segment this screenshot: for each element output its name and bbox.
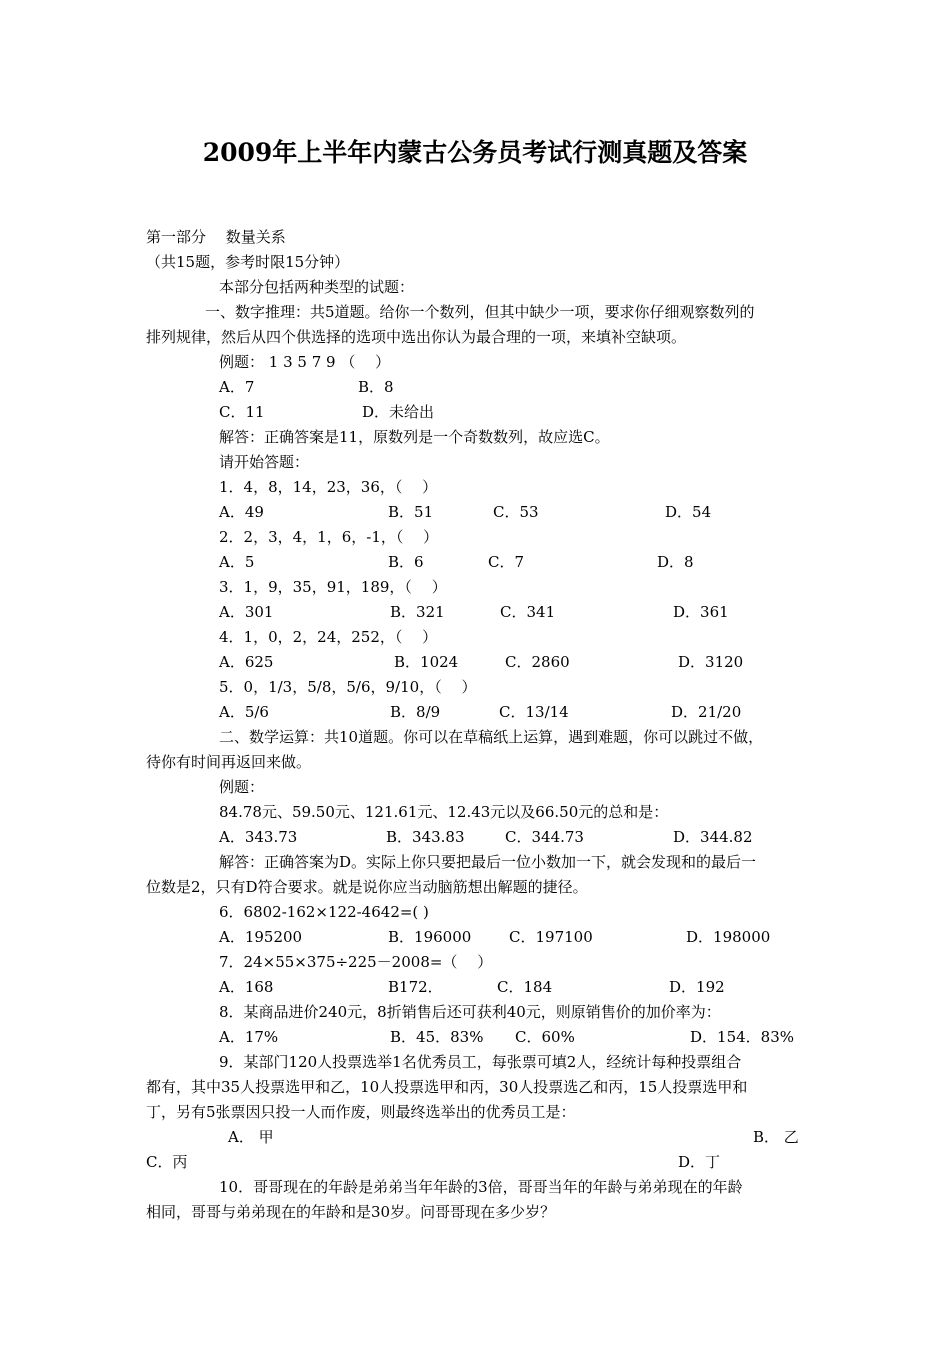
question-stem: 2．2，3，4，1，6，-1，（ ）	[219, 528, 439, 546]
page-title: 2009年上半年内蒙古公务员考试行测真题及答案	[202, 138, 748, 167]
question-option: C．丙	[146, 1153, 188, 1171]
question-option: D．3120	[678, 653, 744, 671]
question-option: A．5	[219, 553, 255, 571]
question-stem-line: 10．哥哥现在的年龄是弟弟当年年龄的3倍，哥哥当年的年龄与弟弟现在的年龄	[219, 1178, 743, 1196]
example2-option: C．344.73	[505, 828, 584, 846]
question-stem-line: 丁，另有5张票因只投一人而作废，则最终选举出的优秀员工是：	[146, 1103, 576, 1121]
start-prompt: 请开始答题：	[219, 453, 310, 471]
example1-stem: 例题： 1 3 5 7 9 （ ）	[219, 353, 391, 371]
question-option: D．21/20	[671, 703, 742, 721]
question-option: D．丁	[678, 1153, 721, 1171]
example2-option: A．343.73	[219, 828, 298, 846]
part2-desc-line1: 二、数学运算：共10道题。你可以在草稿纸上运算，遇到难题，你可以跳过不做，	[219, 728, 764, 746]
question-option: C．197100	[509, 928, 593, 946]
question-option: C．13/14	[499, 703, 569, 721]
example1-answer: 解答：正确答案是11，原数列是一个奇数数列，故应选C。	[219, 428, 610, 446]
question-option: B．1024	[394, 653, 459, 671]
section-heading: 第一部分 数量关系	[146, 228, 286, 246]
question-stem: 4．1，0，2，24，252，（ ）	[219, 628, 438, 646]
question-stem-line: 9．某部门120人投票选举1名优秀员工，每张票可填2人，经统计每种投票组合	[219, 1053, 742, 1071]
example1-option: B．8	[358, 378, 394, 396]
question-option: A．5/6	[219, 703, 269, 721]
example1-option: A．7	[219, 378, 255, 396]
question-option: A．625	[219, 653, 274, 671]
question-option: B．6	[388, 553, 424, 571]
question-option: D．54	[665, 503, 712, 521]
question-stem-line: 相同，哥哥与弟弟现在的年龄和是30岁。问哥哥现在多少岁？	[146, 1203, 556, 1221]
question-stem: 8．某商品进价240元，8折销售后还可获利40元，则原销售价的加价率为：	[219, 1003, 721, 1021]
question-option: B．8/9	[390, 703, 441, 721]
question-option: D．154．83%	[690, 1028, 794, 1046]
example1-option: D．未给出	[362, 403, 435, 421]
question-option: D．198000	[686, 928, 771, 946]
section-intro: 本部分包括两种类型的试题：	[219, 278, 415, 296]
question-option: D．8	[657, 553, 694, 571]
example2-label: 例题：	[219, 778, 265, 796]
question-option: D．192	[669, 978, 725, 996]
question-option: A．17%	[219, 1028, 279, 1046]
question-option: A．301	[219, 603, 274, 621]
example2-stem: 84.78元、59.50元、121.61元、12.43元以及66.50元的总和是：	[219, 803, 669, 821]
question-option: A．49	[219, 503, 264, 521]
question-option: C．60%	[515, 1028, 575, 1046]
part1-desc-line1: 一、数字推理：共5道题。给你一个数列，但其中缺少一项，要求你仔细观察数列的	[205, 303, 755, 321]
example2-option: B．343.83	[386, 828, 465, 846]
question-option: B．51	[388, 503, 434, 521]
question-stem: 7．24×55×375÷225－2008=（ ）	[219, 953, 493, 971]
question-stem-line: 都有，其中35人投票选甲和乙，10人投票选甲和丙，30人投票选乙和丙，15人投票选甲和	[146, 1078, 748, 1096]
example2-answer-line1: 解答：正确答案为D。实际上你只要把最后一位小数加一下，就会发现和的最后一	[219, 853, 757, 871]
question-option: B． 乙	[753, 1128, 799, 1146]
question-option: D．361	[673, 603, 729, 621]
question-option: B．321	[390, 603, 445, 621]
question-option: A． 甲	[228, 1128, 274, 1146]
question-stem: 3．1，9，35，91，189，（ ）	[219, 578, 447, 596]
question-stem: 6．6802-162×122-4642=( )	[219, 903, 429, 921]
question-option: C．341	[500, 603, 556, 621]
question-option: C．7	[488, 553, 525, 571]
question-option: C．184	[497, 978, 553, 996]
example1-option: C．11	[219, 403, 265, 421]
question-stem: 1．4，8，14，23，36，（ ）	[219, 478, 438, 496]
question-option: A．168	[219, 978, 274, 996]
section-scope: （共15题，参考时限15分钟）	[146, 253, 350, 271]
example2-option: D．344.82	[673, 828, 753, 846]
question-option: B．45．83%	[390, 1028, 484, 1046]
part2-desc-line2: 待你有时间再返回来做。	[146, 753, 312, 771]
question-option: A．195200	[219, 928, 303, 946]
question-option: C．53	[493, 503, 539, 521]
example2-answer-line2: 位数是2，只有D符合要求。就是说你应当动脑筋想出解题的捷径。	[146, 878, 588, 896]
part1-desc-line2: 排列规律，然后从四个供选择的选项中选出你认为最合理的一项，来填补空缺项。	[146, 328, 687, 346]
question-option: C．2860	[505, 653, 570, 671]
question-stem: 5．0，1/3，5/8，5/6，9/10，（ ）	[219, 678, 477, 696]
question-option: B172．	[388, 978, 443, 996]
question-option: B．196000	[388, 928, 472, 946]
